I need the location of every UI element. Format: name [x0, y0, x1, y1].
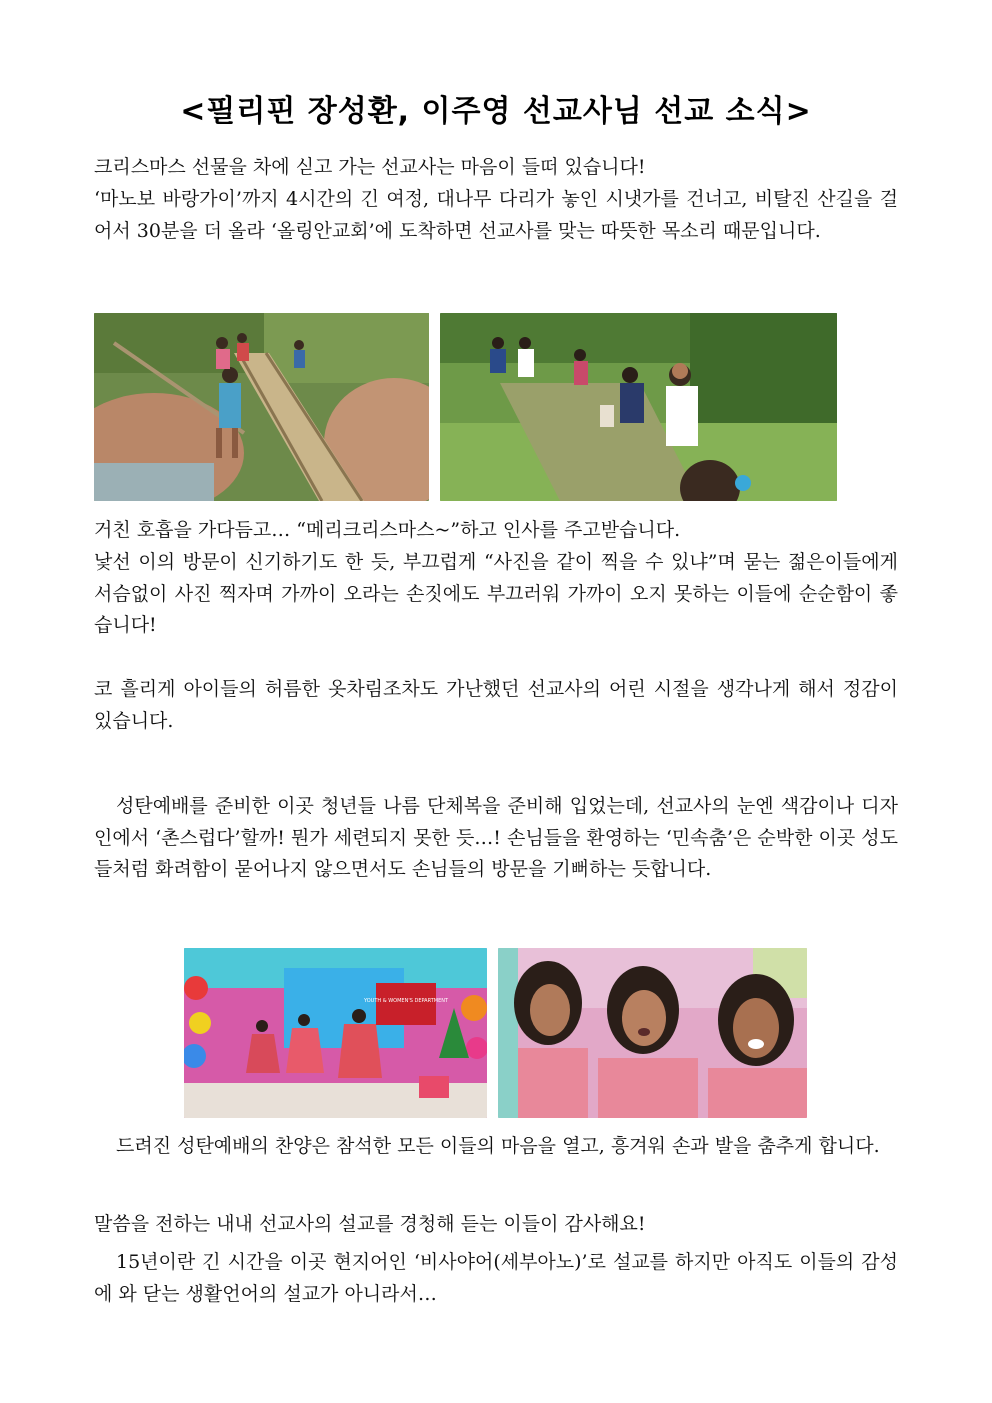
page-title: <필리핀 장성환, 이주영 선교사님 선교 소식>: [180, 94, 812, 129]
paragraph-4: 낯선 이의 방문이 신기하기도 한 듯, 부끄럽게 “사진을 같이 찍을 수 있냐”며 묻는 젊은이들에게 서슴없이 사진 찍자며 가까이 오라는 손짓에도 부끄러워 가까이 오지 못하는 이들에 순순함이 좋습니다!: [94, 551, 898, 636]
paragraph-5: 코 흘리게 아이들의 허름한 옷차림조차도 가난했던 선교사의 어린 시절을 생각나게 해서 정감이 있습니다.: [94, 678, 898, 732]
photo-folk-dance: [184, 948, 487, 1118]
banner-text: YOUTH & WOMEN'S DEPARTMENT: [363, 998, 449, 1004]
paragraph-7: 드려진 성탄예배의 찬양은 참석한 모든 이들의 마음을 열고, 흥겨워 손과 발을 춤추게 합니다.: [116, 1135, 880, 1157]
paragraph-2: ‘마노보 바랑가이’까지 4시간의 긴 여정, 대나무 다리가 놓인 시냇가를 건너고, 비탈진 산길을 걸어서 30분을 더 올라 ‘올링안교회’에 도착하면 선교사를 맞는 따뜻한 목소리 때문입니다.: [94, 188, 898, 242]
paragraph-9: 15년이란 긴 시간을 이곳 현지어인 ‘비사야어(세부아노)’로 설교를 하지만 아직도 이들의 감성에 와 닫는 생활언어의 설교가 아니라서…: [94, 1251, 898, 1305]
paragraph-1: 크리스마스 선물을 차에 싣고 가는 선교사는 마음이 들떠 있습니다!: [94, 156, 646, 178]
paragraph-3: 거친 호흡을 가다듬고… “메리크리스마스~”하고 인사를 주고받습니다.: [94, 519, 681, 541]
photo-singing-choir: [498, 948, 807, 1118]
photo-bamboo-bridge: [94, 313, 429, 501]
paragraph-8: 말씀을 전하는 내내 선교사의 설교를 경청해 듣는 이들이 감사해요!: [94, 1213, 646, 1235]
photo-walking-path: [440, 313, 837, 501]
paragraph-6: 성탄예배를 준비한 이곳 청년들 나름 단체복을 준비해 입었는데, 선교사의 눈엔 색감이나 디자인에서 ‘촌스럽다’할까! 뭔가 세련되지 못한 듯…! 손님들을 환영하는 ‘민속춤’은 순박한 이곳 성도들처럼 화려함이 묻어나지 않으면서도 손님들의 방문을 기뻐하는 듯합니다.: [94, 795, 898, 880]
